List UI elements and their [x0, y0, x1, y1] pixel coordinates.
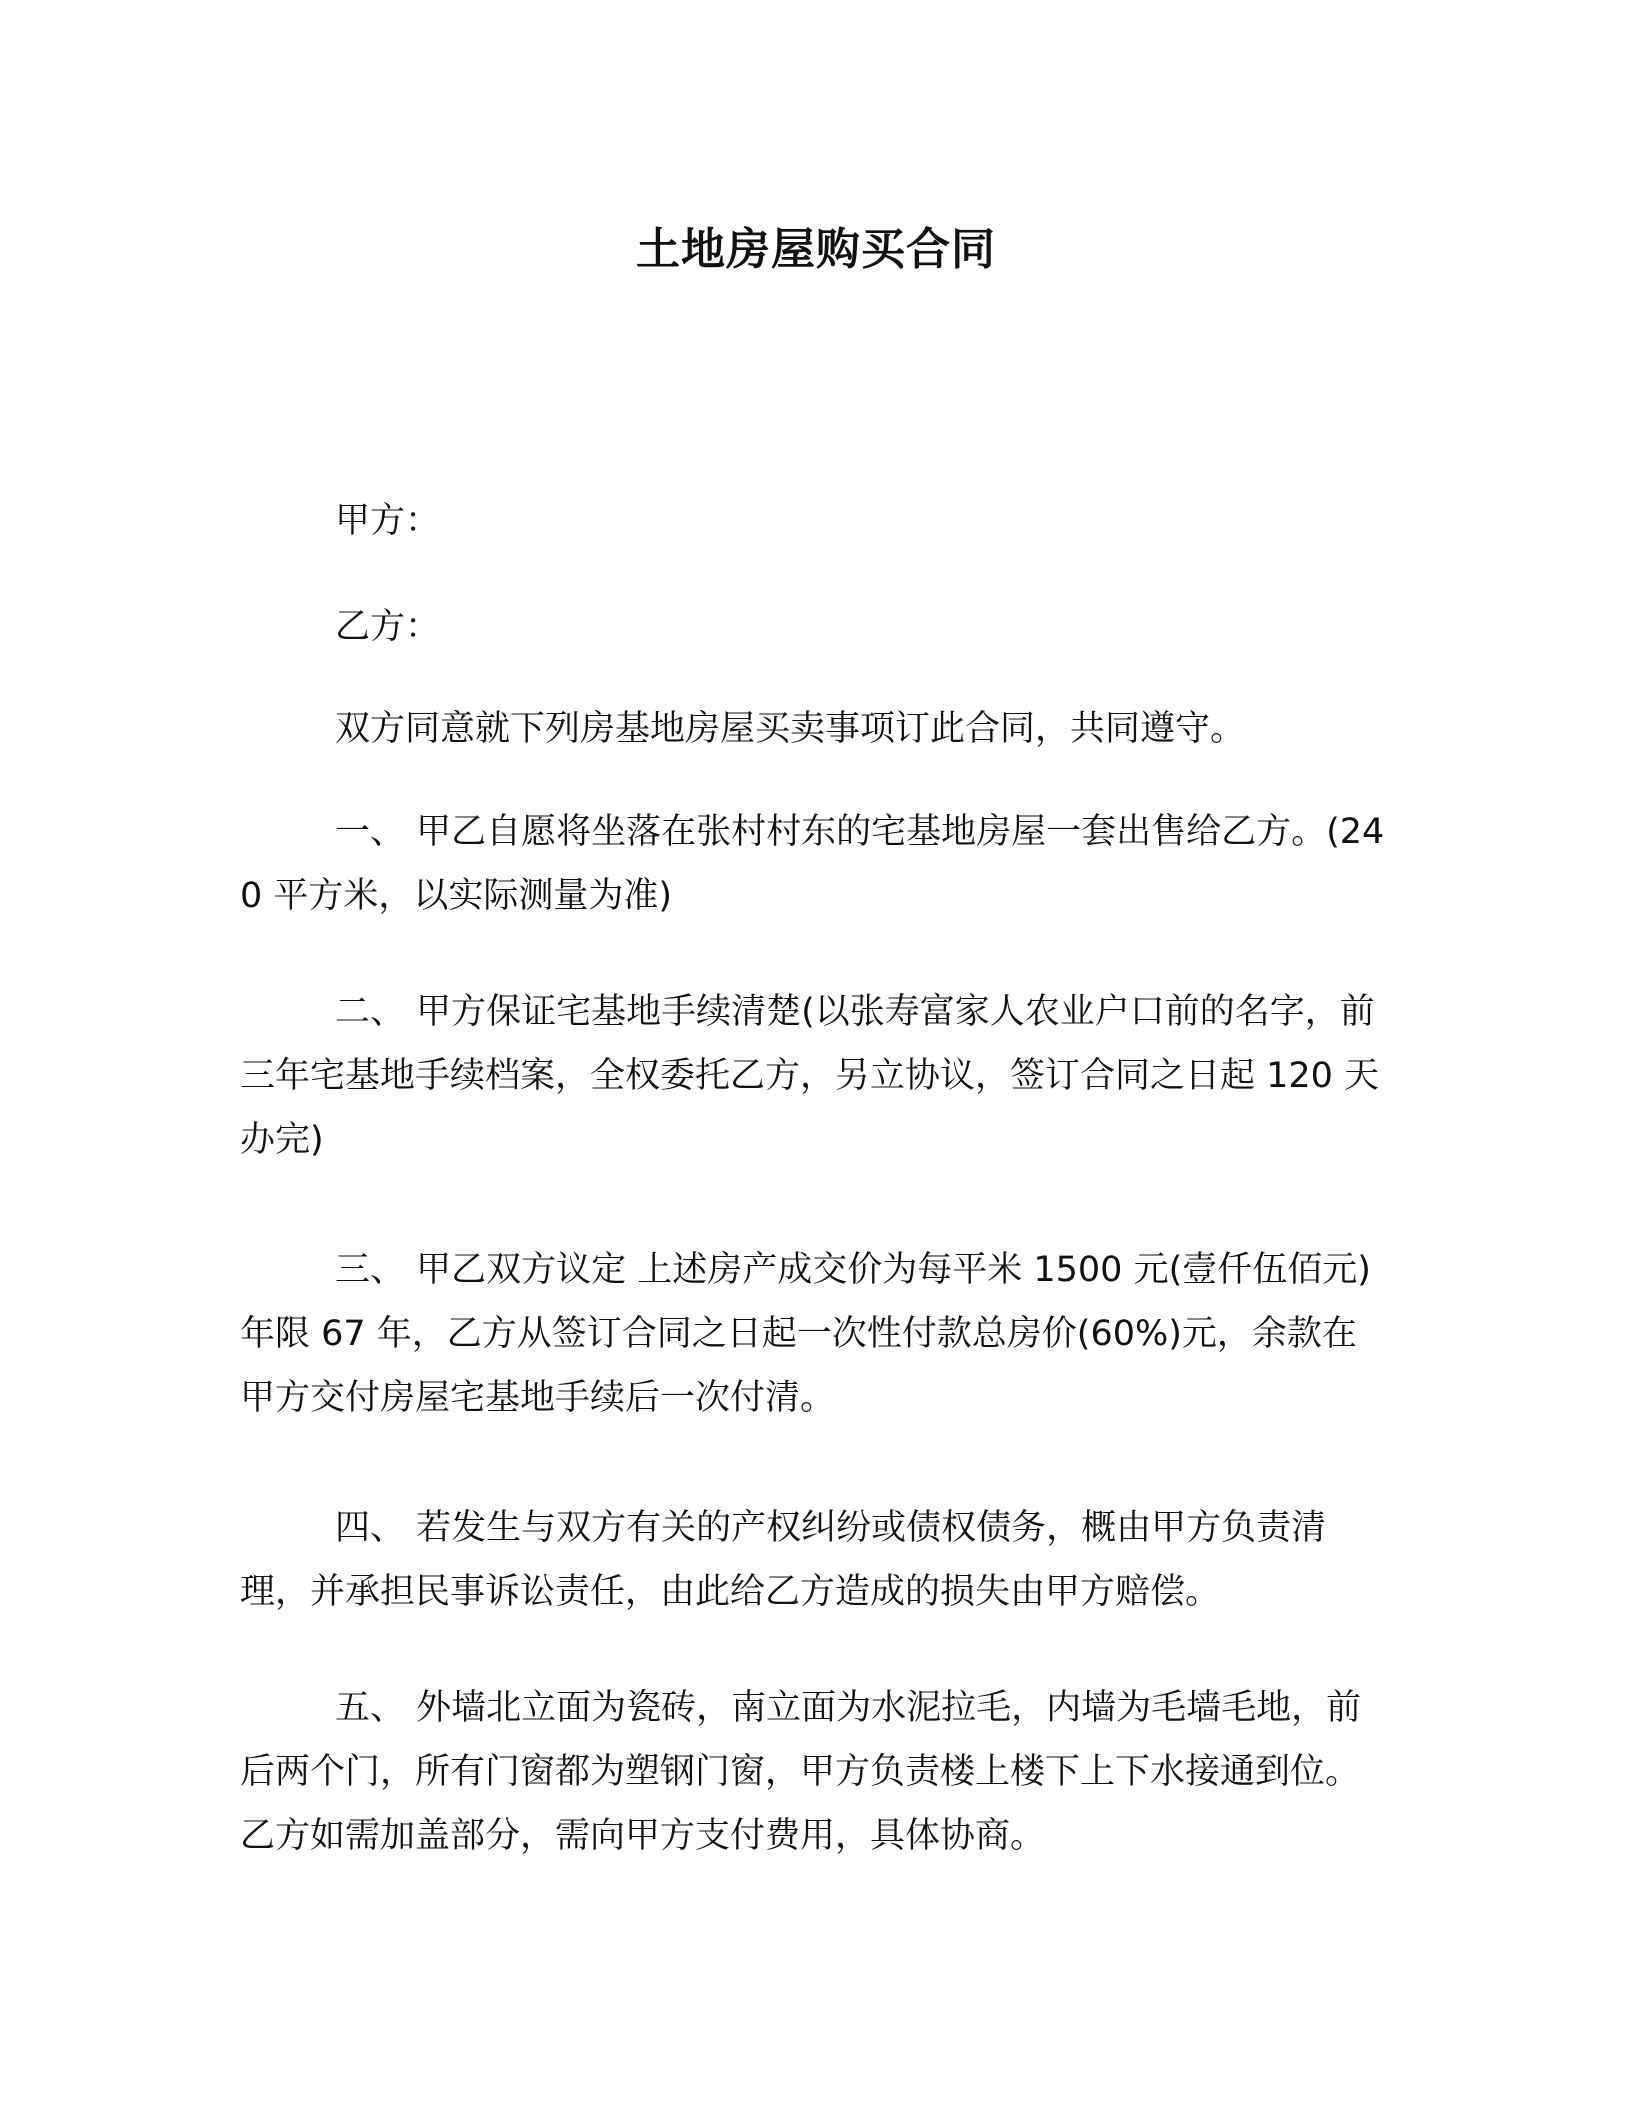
clause-2: 二、 甲方保证宅基地手续清楚(以张寿富家人农业户口前的名字，前三年宅基地手续档案，全权委托乙方，另立协议，签订合同之日起 120 天办完) — [240, 992, 1380, 1160]
clause-4: 四、 若发生与双方有关的产权纠纷或债权债务，概由甲方负责清理，并承担民事诉讼责任，由此给乙方造成的损失由甲方赔偿。 — [240, 1508, 1327, 1612]
clause-1: 一、 甲乙自愿将坐落在张村村东的宅基地房屋一套出售给乙方。(240 平方米，以实际测量为准) — [240, 812, 1385, 916]
party-b-label: 乙方： — [335, 607, 441, 647]
document-title: 土地房屋购买合同 — [636, 224, 996, 275]
party-a-label: 甲方： — [335, 501, 441, 541]
agreement-intro: 双方同意就下列房基地房屋买卖事项订此合同，共同遵守。 — [335, 709, 1246, 749]
clause-3: 三、 甲乙双方议定 上述房产成交价为每平米 1500 元(壹仟伍佰元)年限 67 年，乙方从签订合同之日起一次性付款总房价(60%)元，余款在甲方交付房屋宅基地手续后一次付清。 — [240, 1250, 1371, 1418]
clause-5: 五、 外墙北立面为瓷砖，南立面为水泥拉毛，内墙为毛墙毛地，前后两个门，所有门窗都为塑钢门窗，甲方负责楼上楼下上下水接通到位。乙方如需加盖部分，需向甲方支付费用，具体协商。 — [240, 1688, 1362, 1856]
